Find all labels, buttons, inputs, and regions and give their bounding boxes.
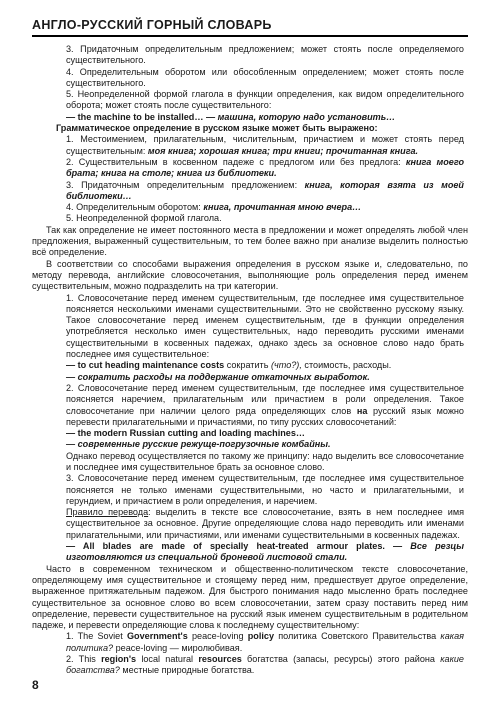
example-line	[32, 360, 468, 371]
list-item-example: моя книга; хорошая книга; три книги; прочитанная книга.	[147, 145, 419, 156]
paragraph-text: русский язык можно перевести прилагательными и причастиями, по типу русских словосочетаний:	[66, 405, 464, 427]
list-item: 3. Придаточным определительным предложением; может стоять после определяемого существительного.	[66, 44, 464, 66]
list-item-text: 4. Определительным оборотом:	[66, 202, 204, 213]
list-item-text: 3. Придаточным определительным предложением:	[66, 179, 305, 190]
example-line	[32, 541, 468, 564]
paragraph-text: 2. Словосочетание перед именем существительным, где последнее имя существительное поясняется наречием, прилагательным или причастием в роли определения. Такое словосочетание при наличии целого ряда определяющих слов	[66, 382, 464, 416]
example-keyword: Government's	[126, 631, 188, 642]
example-text: 2. This	[66, 654, 102, 665]
paragraph: Однако перевод осуществляется по такому же принципу: надо выделить все словосочетание и последнее имя существительное брать за основное слово.	[66, 450, 464, 472]
list-item-example: книга моего брата; книга на столе; книга из библиотеки.	[66, 156, 464, 179]
english-example: — the machine to be installed… —	[66, 111, 218, 122]
russian-translation: Все резцы изготовляются из специальной броневой листовой стали.	[66, 541, 464, 563]
list-item-example: книга, которая взята из моей библиотеки…	[66, 179, 464, 201]
page-number: 8	[32, 678, 39, 692]
russian-translation: машина, которую надо установить…	[217, 111, 396, 122]
category-2-paragraph	[32, 383, 468, 428]
list-item	[32, 202, 468, 213]
russian-translation: — сократить расходы на поддержание откаточных выработок.	[66, 371, 370, 382]
example-line	[32, 112, 468, 123]
category-1-paragraph: 1. Словосочетание перед именем существительным, где последнее имя существительное поясняется несколькими именами существительными. Это не свойственно русскому языку. Такое словосочетание перед именем существительным, где в функции определения употребляется несколько имен существительных, надо переводить русскими именами существительными в косвенных падежах, однако здесь за основное слово надо брать последнее имя существительное:	[66, 292, 464, 360]
example-line	[32, 631, 468, 654]
page-header	[32, 18, 468, 37]
list-item-text: 1. Местоимением, прилагательным, числительным, причастием и может стоять перед существительным:	[66, 134, 464, 156]
russian-translation: — современные русские режуще-погрузочные комбайны.	[66, 439, 331, 450]
paragraph: Так как определение не имеет постоянного места в предложении и может определять любой член предложения, выраженный существительным, то тем более важно при анализе выделить полностью всё определение.	[32, 224, 468, 258]
section-heading: Грамматическое определение в русском языке может быть выражено:	[56, 123, 378, 134]
translation-rule	[32, 507, 468, 541]
category-3-paragraph: 3. Словосочетание перед именем существительным, где последнее имя существительное поясняется не только именами существительными, но часто и прилагательными, и герундием, и причастием в роли определения, и наречием.	[66, 473, 464, 506]
english-example: — the modern Russian cutting and loading machines…	[66, 428, 305, 439]
example-text: peace-loving	[187, 631, 248, 642]
rule-text: : выделить в тексте все словосочетание, взять в нем последнее имя существительное за основное. Другие определяющие слова надо переводить или именами прилагательными, или причастиями, или именами существительными в косвенных падежах.	[66, 507, 464, 540]
rule-label: Правило перевода	[66, 507, 149, 518]
paragraph: Часто в современном техническом и общественно-политическом тексте словосочетание, определяющему имя существительное и стоящему перед ним, предшествует другое определение, выраженное притяжательным падежом. Для быстрого понимания надо мысленно брать последнее существительное за основное слово во всем словосочетании, затем сразу поставить перед ним определение, перевести существительное на русский язык именем существительным в родительном падеже, и перевести определяющие слова к последнему существительному:	[32, 563, 468, 631]
list-item	[32, 134, 468, 157]
list-item: 5. Неопределенной формой глагола в функции определения, как видом определительного оборота; может стоять после существительного:	[66, 89, 464, 111]
russian-gloss: peace-loving — миролюбивая.	[113, 642, 243, 653]
list-item	[32, 157, 468, 180]
english-example: — All blades are made of specially heat-treated armour plates. —	[66, 541, 411, 552]
question-gloss: какие богатства?	[66, 654, 464, 676]
example-line	[32, 654, 468, 677]
russian-gloss: сократить	[224, 360, 271, 371]
russian-gloss: политика Советского Правительства	[274, 631, 441, 642]
russian-gloss: местные природные богатства.	[119, 665, 255, 676]
example-keyword: policy	[247, 631, 275, 642]
list-item	[32, 180, 468, 203]
list-item-example: книга, прочитанная мною вчера…	[203, 202, 362, 213]
example-keyword: resources	[198, 654, 242, 665]
example-text: local natural	[136, 654, 199, 665]
russian-gloss: богатства (запасы, ресурсы) этого района	[241, 654, 441, 665]
emphasized-word: на	[356, 405, 368, 416]
question-gloss: (что?),	[270, 360, 302, 371]
example-text: 1. The Soviet	[66, 631, 127, 642]
list-item: 5. Неопределенной формой глагола.	[66, 213, 222, 224]
english-example: — to cut heading maintenance costs	[66, 360, 225, 371]
russian-gloss: стоимость, расходы.	[301, 360, 392, 371]
paragraph: В соответствии со способами выражения определения в русском языке и, следовательно, по методу перевода, английские словосочетания, выполняющие роль определения перед именем существительным, можно подразделить на три категории.	[32, 258, 468, 292]
dictionary-title: АНГЛО-РУССКИЙ ГОРНЫЙ СЛОВАРЬ	[32, 18, 272, 32]
example-keyword: region's	[101, 654, 137, 665]
list-item: 4. Определительным оборотом или обособленным определением; может стоять после существительного.	[66, 66, 464, 88]
question-gloss: какая политика?	[66, 631, 464, 653]
list-item-text: 2. Существительным в косвенном падеже с предлогом или без предлога:	[66, 156, 406, 167]
page-body	[32, 44, 468, 677]
